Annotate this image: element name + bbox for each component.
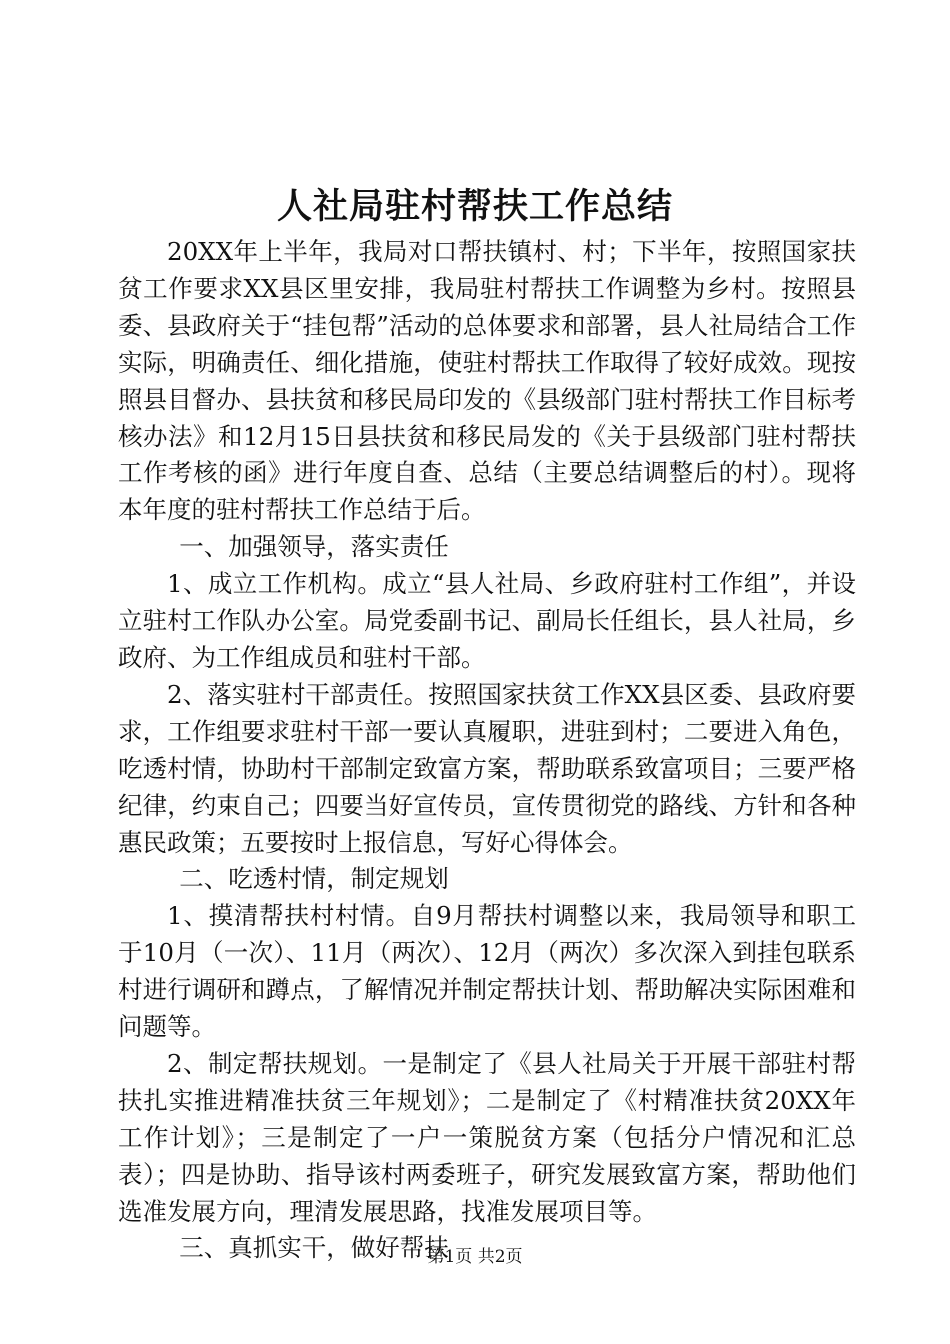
intro-paragraph: 20XX年上半年，我局对口帮扶镇村、村；下半年，按照国家扶贫工作要求XX县区里安排，我局驻村帮扶工作调整为乡村。按照县委、县政府关于“挂包帮”活动的总体要求和部署，县人社局结合工作实际，明确责任、细化措施，使驻村帮扶工作取得了较好成效。现按照县目督办、县扶贫和移民局印发的《县级部门驻村帮扶工作目标考核办法》和12月15日县扶贫和移民局发的《关于县级部门驻村帮扶工作考核的函》进行年度自查、总结（主要总结调整后的村）。现将本年度的驻村帮扶工作总结于后。 <box>118 237 856 525</box>
body-paragraph: 1、成立工作机构。成立“县人社局、乡政府驻村工作组”，并设立驻村工作队办公室。局党委副书记、副局长任组长，县人社局，乡政府、为工作组成员和驻村干部。 <box>118 569 856 672</box>
body-paragraph: 1、摸清帮扶村村情。自9月帮扶村调整以来，我局领导和职工于10月（一次）、11月（两次）、12月（两次）多次深入到挂包联系村进行调研和蹲点，了解情况并制定帮扶计划、帮助解决实际困难和问题等。 <box>118 901 856 1042</box>
body-paragraph: 2、落实驻村干部责任。按照国家扶贫工作XX县区委、县政府要求，工作组要求驻村干部一要认真履职，进驻到村；二要进入角色，吃透村情，协助村干部制定致富方案，帮助联系致富项目；三要严格纪律，约束自己；四要当好宣传员，宣传贯彻党的路线、方针和各种惠民政策；五要按时上报信息，写好心得体会。 <box>118 679 856 857</box>
document-body <box>118 234 856 1267</box>
body-paragraph: 2、制定帮扶规划。一是制定了《县人社局关于开展干部驻村帮扶扎实推进精准扶贫三年规划》；二是制定了《村精准扶贫20XX年工作计划》；三是制定了一户一策脱贫方案（包括分户情况和汇总表）；四是协助、指导该村两委班子，研究发展致富方案，帮助他们选准发展方向，理清发展思路，找准发展项目等。 <box>118 1048 856 1226</box>
document-title: 人社局驻村帮扶工作总结 <box>276 186 673 227</box>
section-heading-1: 一、加强领导，落实责任 <box>179 532 449 562</box>
section-heading-3: 三、真抓实干，做好帮扶 <box>179 1233 449 1263</box>
section-heading-2: 二、吃透村情，制定规划 <box>179 864 449 894</box>
page-footer: 第1页 共2页 <box>427 1247 523 1267</box>
